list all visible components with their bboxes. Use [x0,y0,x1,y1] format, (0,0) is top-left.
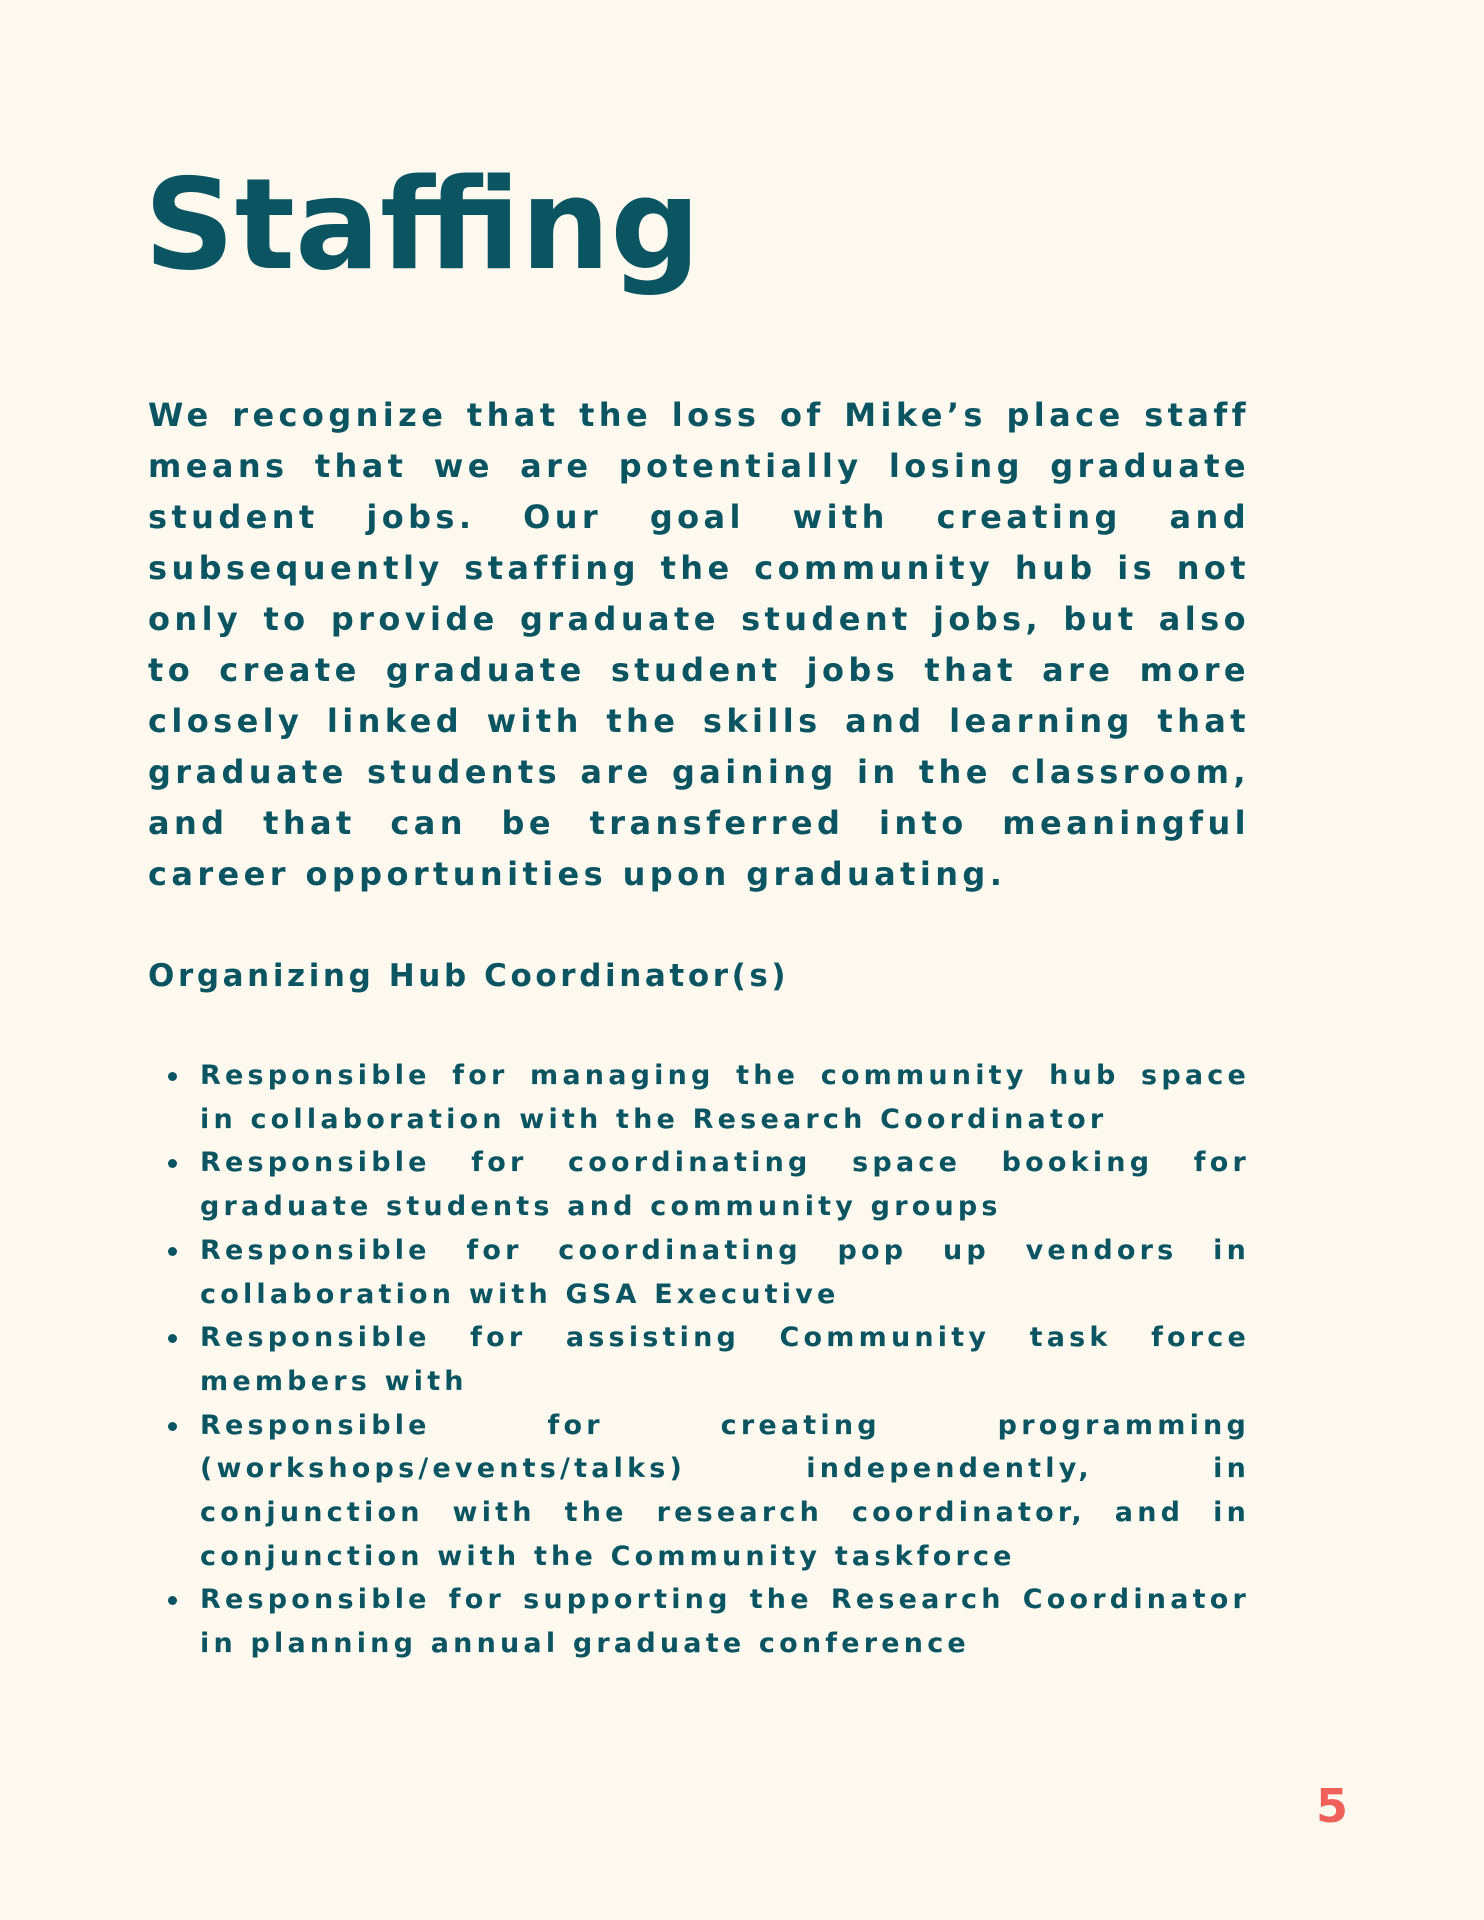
bullet-icon [168,1334,177,1343]
list-item-text: Responsible for assisting Community task force members with [200,1322,1250,1397]
bullet-icon [168,1247,177,1256]
list-item-text: Responsible for managing the community hub space in collaboration with the Research Coordinator [200,1060,1250,1135]
list-item [148,1316,1250,1403]
responsibilities-list [148,1054,1250,1666]
section-heading: Organizing Hub Coordinator(s) [148,958,790,994]
list-item-text: Responsible for supporting the Research Coordinator in planning annual graduate conference [200,1584,1250,1660]
list-item-text: Responsible for coordinating pop up vendors in collaboration with GSA Executive [200,1234,1250,1310]
bullet-icon [168,1159,177,1168]
list-item-text: Responsible for creating programming (workshops/events/talks) independently, in conjunction with the research coordinator, and in conjunction with the Community taskforce [200,1409,1250,1572]
list-item [148,1578,1250,1665]
list-item [148,1229,1250,1316]
bullet-icon [168,1422,177,1431]
list-item-text: Responsible for coordinating space booking for graduate students and community groups [200,1147,1250,1223]
list-item [148,1404,1250,1579]
page-number: 5 [1316,1779,1349,1833]
intro-paragraph: We recognize that the loss of Mike’s place staff means that we are potentially losing graduate student jobs. Our goal with creating and subsequently staffing the community hub is not only to provide graduate student jobs, but also to create graduate student jobs that are more closely linked with the skills and learning that graduate students are gaining in the classroom, and that can be transferred into meaningful career opportunities upon graduating. [148,396,1250,893]
bullet-icon [168,1596,177,1605]
list-item [148,1054,1250,1141]
page-title: Staffing [144,151,701,298]
list-item [148,1141,1250,1228]
bullet-icon [168,1072,177,1081]
